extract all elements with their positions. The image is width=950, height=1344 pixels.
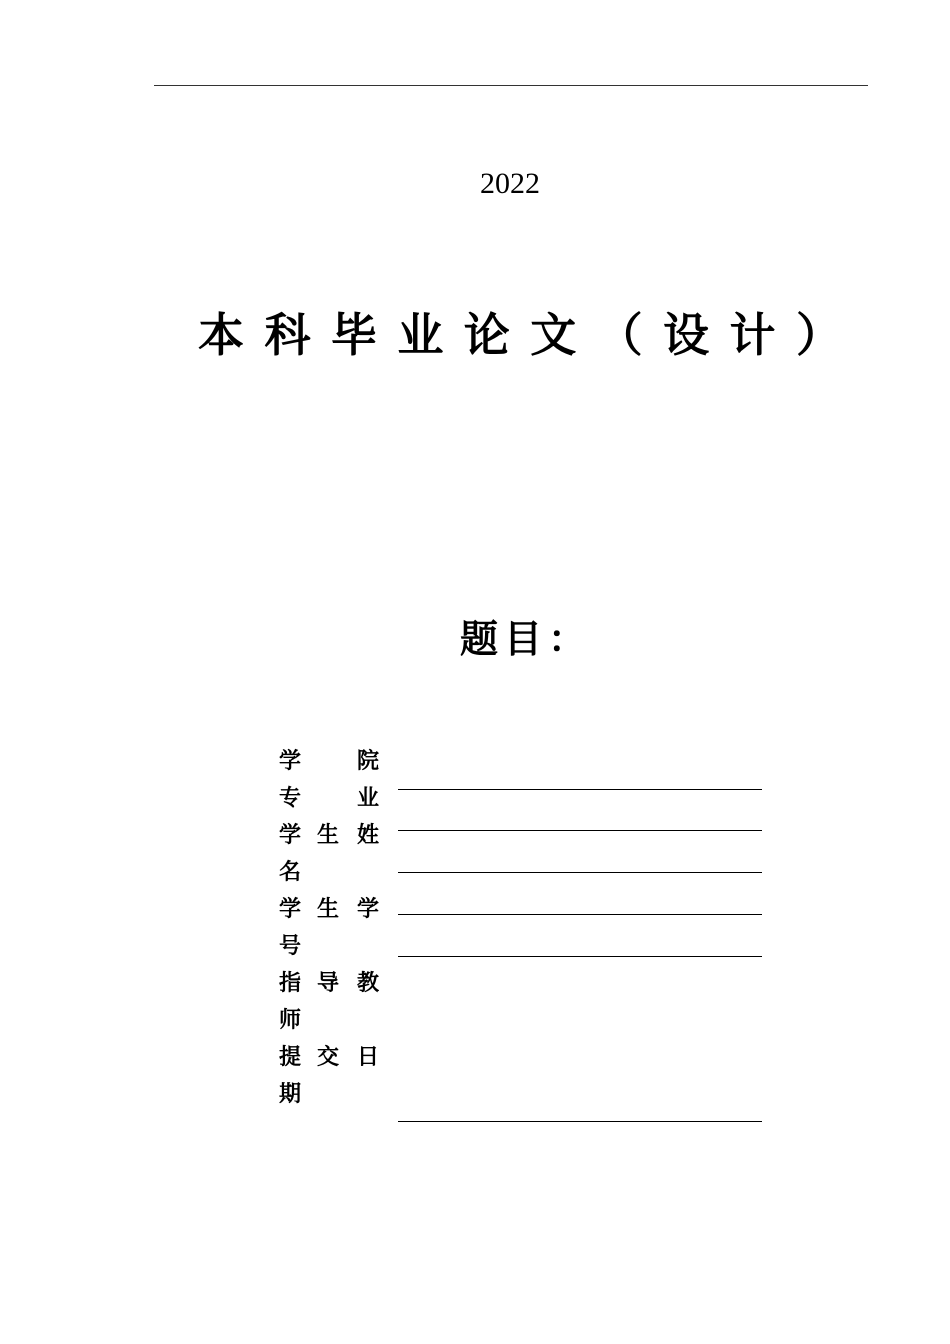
title-char: ） xyxy=(795,308,842,362)
label-student-id xyxy=(278,891,380,928)
title-char: 科 xyxy=(264,308,311,362)
label-char: 名 xyxy=(278,860,301,885)
label-char: 师 xyxy=(278,1008,301,1033)
label-student-id-cont xyxy=(278,928,380,965)
major-fill-line xyxy=(398,830,762,831)
label-college xyxy=(278,743,380,780)
label-student-name xyxy=(278,817,380,854)
thesis-title xyxy=(195,300,845,370)
year-text: 2022 xyxy=(480,167,540,200)
label-char: 学 xyxy=(278,897,301,922)
title-char: 计 xyxy=(729,308,776,362)
label-student-name-cont xyxy=(278,854,380,891)
label-char: 提 xyxy=(278,1045,301,1070)
header-rule xyxy=(154,85,868,86)
title-char: 论 xyxy=(463,308,510,362)
label-char: 业 xyxy=(356,786,379,811)
label-submit-date-cont xyxy=(278,1076,380,1113)
label-char: 指 xyxy=(278,971,301,996)
label-char: 导 xyxy=(316,971,339,996)
label-submit-date xyxy=(278,1039,380,1076)
label-char: 学 xyxy=(278,749,301,774)
title-char: （ xyxy=(596,308,643,362)
title-char: 业 xyxy=(397,308,444,362)
label-char: 教 xyxy=(356,971,379,996)
topic-label: 题目： xyxy=(460,617,593,661)
label-char: 期 xyxy=(278,1082,301,1107)
label-char: 学 xyxy=(278,823,301,848)
label-char: 姓 xyxy=(356,823,379,848)
label-char: 生 xyxy=(316,897,339,922)
label-char: 日 xyxy=(356,1045,379,1070)
title-char: 文 xyxy=(530,308,577,362)
label-char: 学 xyxy=(356,897,379,922)
label-char: 专 xyxy=(278,786,301,811)
college-fill-line xyxy=(398,789,762,790)
student-id-fill-line xyxy=(398,914,762,915)
label-char: 号 xyxy=(278,934,301,959)
title-char: 毕 xyxy=(330,308,377,362)
label-major xyxy=(278,780,380,817)
title-char: 设 xyxy=(663,308,710,362)
title-char: 本 xyxy=(198,308,244,362)
submit-date-fill-line xyxy=(398,1121,762,1122)
student-name-fill-line xyxy=(398,872,762,873)
label-advisor-cont xyxy=(278,1002,380,1039)
label-char: 院 xyxy=(356,749,379,774)
label-char: 交 xyxy=(316,1045,339,1070)
label-advisor xyxy=(278,965,380,1002)
advisor-fill-line xyxy=(398,956,762,957)
label-char: 生 xyxy=(316,823,339,848)
